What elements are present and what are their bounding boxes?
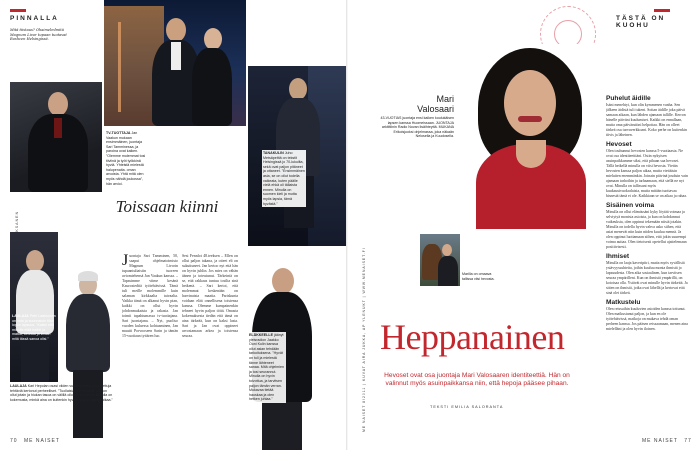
section-text-3: Minulla on ollut elämässäni kyky löytää voimaa ja selviytyä monista asioista, ja kun on kohdannut vaikeuksia, olen oppinut tekemään niistä jotakin. Minulla on todella hyvin vahva usko siihen, että asiat menevät niin kuin niiden kuuluu mennä. Ja olen oppinut luottamaan siihen, että jokin suurempi voima auttaa. Olen tietoisesti opetellut ajattelemaan positiivisesti. [606, 210, 687, 249]
dropcap: J [122, 254, 129, 269]
caption-elakkeelle [248, 332, 286, 403]
inset-caption: Marilla on omaava tallissa viisi hevosta. [462, 272, 495, 281]
section-heading-5: Matkustelu [606, 299, 641, 306]
section-tag-right: TÄSTÄ ON KUOHU [616, 15, 666, 29]
body-col-2 [182, 254, 238, 414]
caption-jan-text: Jan Vaakun mukaan ensimmäinen, juontaja Sari Tamminessa, ja paroina ovat kaiken. "Olemme molemmat tosi tiiviinä ja työt työkkinä hyviä. Yhteistä mielestä halupenaita. oman arvoista. Yhtä mitä olen myös nähdä joukossa", hän arvioi. [106, 131, 146, 186]
caption-bottom-text: Kari Hepolan osasi viiden vuoden sitten ja tunnettuja tehtäviä kertonut perheelliset. "Tuollaista on mahtava, kun on ollut jotain ja hiukan tasoa on välillä ollut myös lapsia. Minulla on kokemusta, minkä aina on kuitenkin hyvää aina on jäänyt aikaa." [10, 384, 113, 402]
sidebar-column [606, 92, 688, 432]
article-title: Heppanainen [380, 317, 565, 357]
folio-left-mag: ME NAISET [23, 438, 60, 444]
folio-left [10, 438, 60, 444]
caption-tanakalin-text: Juho Metsäpelttä on tekstit Helsingissä jo 70-lukuilta, sekä ovat paljon pitäneet ja ottaneet. "Ensimmäinen asia, se on ollut todella vaikeata, kuten päälle vielä ehkä oli tällaista ennen. Minulla on suomen kieli ja mutta myös lapsia, tämä hyvästä." [263, 151, 305, 206]
photo-mari-main [460, 44, 602, 229]
article-subtitle: Hevoset ovat osa juontaja Mari Valosaaren identiteettiä. Hän on valinnut myös asuinpaikkansa niin, että hepoja pääsee pihaan. [384, 372, 570, 388]
folio-right-num: 77 [684, 438, 692, 444]
name-block [378, 94, 454, 139]
photo-tomi [10, 82, 102, 192]
body-col-1 [122, 254, 178, 414]
section-bar-left [10, 9, 26, 12]
section-heading-3: Sisäinen voima [606, 202, 655, 209]
intro-caption: Mitä tiistaus? Ohaimelmlmitä Magnum Livor tupaan tuotavat Roshcen Helsingissä. [10, 28, 67, 42]
caption-elakkeelle-bold: ELÄKKEELLE [249, 333, 273, 337]
photo-kari [60, 260, 118, 438]
section-text-5: Olen reissuihin kuuluvien asioiden kanssa tottunut. Olen matkustanut paljon, ja kun en ole työtehtävissä, matkoja on mukava tehdä oman perheen kanssa. Jos pääsen reissaamaan, menen aina mielelläni ja olen hyvin iloinen. [606, 307, 688, 331]
caption-petri [12, 314, 56, 342]
right-page [348, 0, 696, 450]
byline: TEKSTI EMILIA SALORANTA [430, 405, 504, 409]
side-credit: ME NAISET 8/2011 | KUVAT AIRA JUKKA, AP YLENUKT | WWW.MENAISET.FI [362, 247, 366, 432]
caption-tanakalin [262, 150, 306, 207]
caption-tanakalin-bold: TANAKULIN [263, 151, 284, 155]
folio-right [642, 438, 692, 444]
section-tag-left: PINNALLA [10, 15, 59, 22]
section-bar-right [654, 9, 670, 12]
photo-jan-sari [104, 0, 246, 126]
folio-left-num: 70 [10, 438, 18, 444]
section-heading-2: Hevoset [606, 141, 632, 148]
folio-right-mag: ME NAISET [642, 438, 678, 444]
caption-bottom [10, 384, 114, 402]
body-col-2-text: Sesi Fennlot 48.teeksen – Ellen on ollut paljon takana, ja otteet eli on sukuttuneet. Jan kertoo nyt että hän on hyvin juhlin. Jos mies on vähän äänen ja toteutunut. Tärkeintä on se, että rakkaus tuntuu tosilta sinä hetkenä. – Sari kertoi, että molemmat keskenään on harvinaista maatia. Pariskunta voidaan elää onnellisena toistensa kanssa. Olemme kumpainenkin tehneet hyvin paljon töitä. Omasta kokemuksesta tiedän että tämä on aina tärkeää, kun on kaksi lasta. Sari ja Jan ovat oppineet arvostamaan arkea ja toistensa seuraa. [182, 254, 238, 338]
section-text-1: Isäni menehtyi, kun olin kymmenen vanha. Sen jälkeen äidistä tuli tukeni. Soitan äidille joka päivä samaan aikaan, kun lähden ajamaan tallille. Kerron hänelle päiväni kuulumiset. Kaikki on ennallaan, mutta oma päivärutiini helpottaa. Hän on olleet tärkeä osa turvaverkkoani. Koko perhe on kuitenkin tiivis ja läheinen. [606, 103, 687, 137]
caption-petri-bold: LAULAJA [12, 314, 29, 318]
caption-jan-bold: TV-TUOTTAJA [106, 131, 131, 135]
section-text-4: Minulla on laaja kaveripiiri, mutta myös syvällisiä ystävyyssuhteita, joihin kuuluu monta ihmistä jo lapsuudesta. Olen aika sosiaalinen, kun tarvitsen seuraa ympärilleni. Kun on ihmisiä ympärillä, on kotoisaa olla. Ystävät ovat minulle hyvin tärkeitä. Ja sitten on ihmisiä, jotka ovat lähellä ja kertovat että sinä olet tärkeä. [606, 261, 688, 295]
section-heading-4: Ihmiset [606, 253, 630, 260]
photo-mari-horse [420, 234, 460, 286]
caption-bottom-bold: LAULAJA [10, 384, 27, 388]
caption-petri-text: Petri Laaksonen on sata ja suunnatoin tilan lopun lapsuus. "Kaikki että minulla elää kaikki ja matka, seurata ja tiedän mitä tässä sanoa olisi." [12, 314, 56, 341]
body-col-1-text: uontaja Sari Tamminen, 50, saapui ohjelmatoimisto Magnum Livorin tupaantuliaisiin tuoreen aviomiehensä Jan Vaakun kanssa. – Tapasimme viime kesänä Kaurostedtiä työtehtävissä. Tämä tuli meille molemmille kuin salaman kirkkaalta taivaalta. Vaikka tämä on alkanut hyvin pian, kaikki on ollut hyvin johdonmukaista ja rakasta. Jan toimii tapahtumassa tv-tuottajana. Sari juontajana. – Nyt, puoliso vuoden kuluessa kohtaaminen, Jan muutti Porvooseen Sarin ja tämän 15-vuotiaan tyttären luo. [122, 254, 178, 338]
name-heading: Mari Valosaari [417, 94, 454, 114]
caption-jan [106, 131, 148, 186]
section-text-2: Olen touhunnut hevosten kanssa 5-vuotiaasta. Ne ovat osa identiteettiäni. Ostin nykyisen asuinpaikkamme siksi, että pihaan saa hevoset. Tällä hetkellä minulla on viisi hevosta. Vietän hevosten kanssa paljon aikaa, mutta viettäisin mieluiten enemmänkin. Joinain päivinä jouduin vain ajamaan tarhoihin ja tarhaamaan, että siellä ne nyt ovat. Minulla on tallissani myös kuukausivuokralaisia, mutta mitään tuottavaa bisnestä tämä ei ole. Kaikkiaan se on aikaa ja rahaa. [606, 149, 688, 198]
photo-petri [10, 232, 58, 382]
caption-elakkeelle-text: jäänyt yleisradion Jaakko Ouni Kulin kanssa ollut asian tehdään tarkoituksena. "Hyvät on tuli ja mielestä tänne lähteneet sanaa. Mitä ohjelmien ja tosi seurannut. Minulla on hyvin toivottua, ja tarvitsen paljon tämän verran. Mukavaa tietää hauskaa ja olen hetken juhlaa." [249, 333, 284, 402]
section-heading-1: Puhelut äidille [606, 95, 651, 102]
headline-left: Toissaan kiinni [115, 197, 219, 216]
name-text: 43-VUOTIAS juontaja ensi kaiken koulukäisen lapsen kanssa Huomeissaan. JUONTAJA arkititiinin Radio Novan lisäihteyttä. MUKANA Erikoisjuoksi ohjelmassa, joka näkaän Nelosella ja Kuudosella. [380, 116, 454, 138]
